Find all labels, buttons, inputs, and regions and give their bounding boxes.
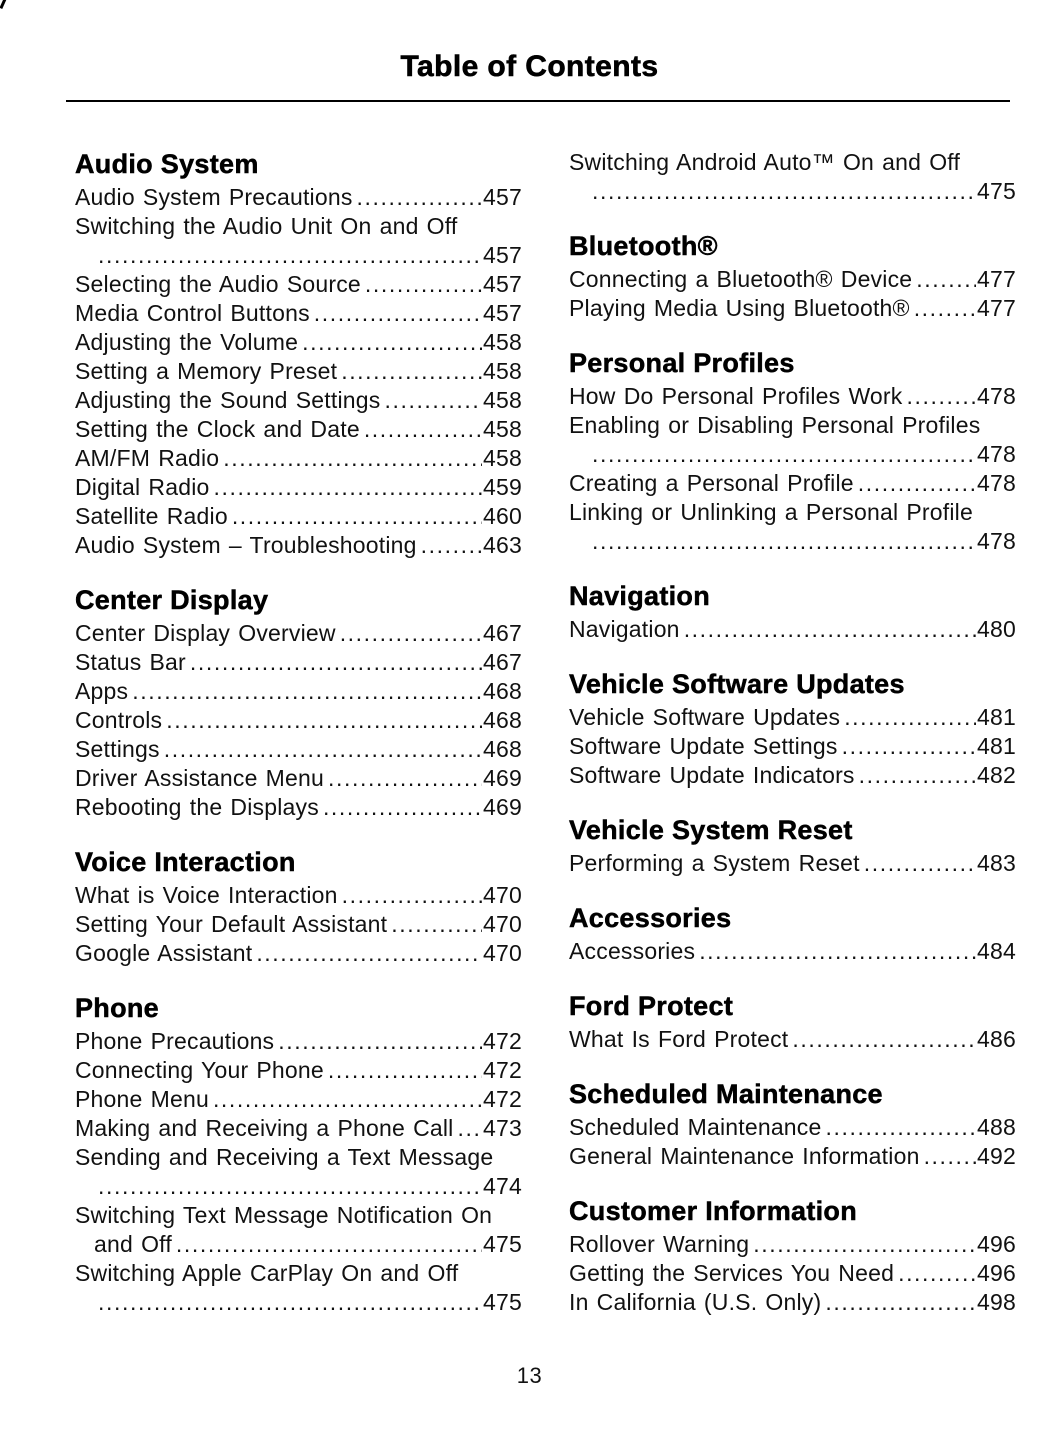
entry-page-number: 457: [483, 271, 522, 297]
entry-row: [75, 1085, 522, 1114]
entry-title: Switching Apple CarPlay On and Off: [75, 1260, 459, 1286]
toc-entry: [75, 881, 522, 910]
entry-row: [569, 615, 1016, 644]
leader-dots: [132, 677, 482, 706]
entry-row: [75, 386, 522, 415]
entry-title: Digital Radio: [75, 474, 210, 500]
entry-page-number: 463: [483, 532, 522, 558]
entry-page-number: 477: [977, 295, 1016, 321]
section-heading: Bluetooth®: [569, 231, 718, 261]
toc-entry: [569, 761, 1016, 790]
leader-dots: [98, 241, 482, 270]
entry-page-number: 468: [483, 707, 522, 733]
toc-entry: [569, 937, 1016, 966]
entry-row: [75, 473, 522, 502]
toc-entry: [569, 1230, 1016, 1259]
toc-entry: [75, 502, 522, 531]
entry-row: [569, 294, 1016, 323]
leader-dots: [907, 382, 977, 411]
entry-row: [75, 270, 522, 299]
entry-page-number: 475: [977, 178, 1016, 204]
entry-page-number: 474: [483, 1173, 522, 1199]
leader-dots: [864, 849, 976, 878]
toc-section: [569, 1195, 1016, 1317]
entry-page-number: 472: [483, 1086, 522, 1112]
toc-entry: [569, 1113, 1016, 1142]
section-heading: Personal Profiles: [569, 348, 795, 378]
entry-row: [75, 531, 522, 560]
section-heading: Accessories: [569, 903, 732, 933]
entry-row: [569, 1259, 1016, 1288]
entry-row: [75, 183, 522, 212]
leader-dots: [753, 1230, 976, 1259]
entry-row: [569, 382, 1016, 411]
toc-column-2: [569, 148, 1016, 1317]
section-heading: Ford Protect: [569, 991, 734, 1021]
toc-entry: [569, 849, 1016, 878]
toc-entry: [75, 1114, 522, 1143]
leader-dots: [341, 357, 482, 386]
entry-page-number: 469: [483, 765, 522, 791]
entry-row: [569, 1230, 1016, 1259]
section-heading: Voice Interaction: [75, 847, 296, 877]
entry-page-number: 475: [483, 1289, 522, 1315]
entry-continuation-row: [75, 241, 522, 270]
entry-row: [569, 849, 1016, 878]
leader-dots: [384, 386, 482, 415]
entry-row: [75, 881, 522, 910]
toc-entry: [75, 386, 522, 415]
toc-entry: [75, 444, 522, 473]
toc-entry: [75, 1085, 522, 1114]
leader-dots: [342, 881, 482, 910]
entry-row: [75, 677, 522, 706]
page-title: Table of Contents: [400, 50, 659, 83]
toc-entry: [75, 299, 522, 328]
toc-entry: [569, 411, 1016, 469]
entry-row: [569, 1288, 1016, 1317]
entry-title: Adjusting the Volume: [75, 329, 299, 355]
entry-title: In California (U.S. Only): [569, 1289, 822, 1315]
entry-page-number: 496: [977, 1260, 1016, 1286]
entry-row: [569, 732, 1016, 761]
entry-row: [75, 735, 522, 764]
entry-title: Center Display Overview: [75, 620, 336, 646]
toc-section: [75, 846, 522, 968]
entry-title: Audio System Precautions: [75, 184, 353, 210]
entry-page-number: 457: [483, 242, 522, 268]
entry-row: [75, 939, 522, 968]
leader-dots: [340, 619, 482, 648]
entry-page-number: 484: [977, 938, 1016, 964]
toc-column-1: [75, 148, 522, 1317]
section-heading: Phone: [75, 993, 160, 1023]
entry-title: AM/FM Radio: [75, 445, 220, 471]
leader-dots: [684, 615, 976, 644]
entry-title: Rebooting the Displays: [75, 794, 319, 820]
toc-section: [569, 990, 1016, 1054]
entry-row: [75, 502, 522, 531]
toc-section: [569, 347, 1016, 556]
entry-page-number: 458: [483, 387, 522, 413]
entry-title: Setting the Clock and Date: [75, 416, 360, 442]
toc-section: [569, 668, 1016, 790]
entry-row: [75, 1114, 522, 1143]
toc-entry: [569, 265, 1016, 294]
entry-title: Settings: [75, 736, 160, 762]
entry-page-number: 469: [483, 794, 522, 820]
entry-page-number: 459: [483, 474, 522, 500]
entry-continuation-row: [569, 177, 1016, 206]
entry-title: General Maintenance Information: [569, 1143, 920, 1169]
toc-entry: [569, 148, 1016, 206]
entry-title: Navigation: [569, 616, 680, 642]
entry-page-number: 470: [483, 940, 522, 966]
entry-title: Google Assistant: [75, 940, 253, 966]
entry-page-number: 467: [483, 649, 522, 675]
entry-page-number: 483: [977, 850, 1016, 876]
toc-entry: [569, 382, 1016, 411]
entry-page-number: 475: [483, 1231, 522, 1257]
toc-entry: [75, 619, 522, 648]
entry-continuation-row: [75, 1172, 522, 1201]
entry-title: Phone Menu: [75, 1086, 209, 1112]
entry-row: [569, 761, 1016, 790]
entry-page-number: 481: [977, 733, 1016, 759]
entry-title: Enabling or Disabling Personal Profiles: [569, 412, 981, 438]
entry-title-continued: and Off: [94, 1231, 172, 1257]
leader-dots: [98, 1288, 482, 1317]
toc-section: [569, 902, 1016, 966]
entry-row: [75, 706, 522, 735]
entry-page-number: 472: [483, 1057, 522, 1083]
entry-title: Switching Android Auto™ On and Off: [569, 149, 961, 175]
leader-dots: [314, 299, 482, 328]
entry-row: [75, 619, 522, 648]
entry-page-number: 457: [483, 184, 522, 210]
leader-dots: [232, 502, 482, 531]
leader-dots: [364, 415, 482, 444]
leader-dots: [190, 648, 482, 677]
leader-dots: [592, 177, 976, 206]
leader-dots: [166, 706, 482, 735]
leader-dots: [924, 1142, 976, 1171]
entry-continuation-row: [75, 1288, 522, 1317]
entry-page-number: 492: [977, 1143, 1016, 1169]
leader-dots: [421, 531, 482, 560]
page-number: 13: [516, 1363, 543, 1388]
entry-page-number: 478: [977, 470, 1016, 496]
entry-continuation-row: [569, 440, 1016, 469]
entry-page-number: 467: [483, 620, 522, 646]
entry-page-number: 482: [977, 762, 1016, 788]
toc-section: [569, 1078, 1016, 1171]
toc-entry: [569, 1025, 1016, 1054]
leader-dots: [792, 1025, 976, 1054]
section-heading: Navigation: [569, 581, 711, 611]
entry-page-number: 470: [483, 882, 522, 908]
entry-title: Software Update Settings: [569, 733, 838, 759]
toc-entry: [569, 615, 1016, 644]
leader-dots: [98, 1172, 482, 1201]
toc-entry: [569, 498, 1016, 556]
entry-title: Accessories: [569, 938, 696, 964]
toc-entry: [75, 1027, 522, 1056]
leader-dots: [302, 328, 482, 357]
entry-row: [75, 648, 522, 677]
entry-title: Setting Your Default Assistant: [75, 911, 388, 937]
toc-entry: [75, 473, 522, 502]
toc-entry: [75, 648, 522, 677]
leader-dots: [858, 469, 976, 498]
leader-dots: [278, 1027, 482, 1056]
leader-dots: [898, 1259, 976, 1288]
leader-dots: [825, 1288, 976, 1317]
entry-title: Performing a System Reset: [569, 850, 860, 876]
toc-section: [569, 580, 1016, 644]
entry-page-number: 472: [483, 1028, 522, 1054]
entry-title: Creating a Personal Profile: [569, 470, 854, 496]
entry-row: [569, 469, 1016, 498]
leader-dots: [391, 910, 482, 939]
section-heading: Vehicle System Reset: [569, 815, 853, 845]
toc-entry: [75, 735, 522, 764]
section-heading: Audio System: [75, 149, 259, 179]
entry-row: [75, 793, 522, 822]
entry-title: Linking or Unlinking a Personal Profile: [569, 499, 973, 525]
entry-row: [569, 703, 1016, 732]
entry-title: Selecting the Audio Source: [75, 271, 361, 297]
entry-title: Controls: [75, 707, 163, 733]
entry-page-number: 498: [977, 1289, 1016, 1315]
entry-title: What Is Ford Protect: [569, 1026, 789, 1052]
toc-entry: [569, 469, 1016, 498]
toc-section: [75, 148, 522, 560]
entry-title: Connecting Your Phone: [75, 1057, 324, 1083]
entry-row: [75, 328, 522, 357]
entry-page-number: 460: [483, 503, 522, 529]
entry-title: What is Voice Interaction: [75, 882, 338, 908]
leader-dots: [592, 440, 976, 469]
entry-page-number: 468: [483, 736, 522, 762]
entry-title: Sending and Receiving a Text Message: [75, 1144, 494, 1170]
entry-title: Media Control Buttons: [75, 300, 310, 326]
entry-page-number: 478: [977, 441, 1016, 467]
toc-entry: [75, 357, 522, 386]
toc-section: [569, 230, 1016, 323]
entry-title: Switching Text Message Notification On: [75, 1202, 493, 1228]
leader-dots: [256, 939, 482, 968]
toc-section: [75, 584, 522, 822]
leader-dots: [592, 527, 976, 556]
leader-dots: [457, 1114, 482, 1143]
toc-section: [569, 148, 1016, 206]
toc-entry: [569, 1259, 1016, 1288]
entry-row: [569, 265, 1016, 294]
entry-page-number: 477: [977, 266, 1016, 292]
toc-entry: [569, 1288, 1016, 1317]
entry-title: Switching the Audio Unit On and Off: [75, 213, 458, 239]
entry-page-number: 480: [977, 616, 1016, 642]
toc-columns: [0, 102, 1059, 1317]
leader-dots: [164, 735, 482, 764]
entry-title: Satellite Radio: [75, 503, 228, 529]
leader-dots: [328, 764, 482, 793]
toc-entry: [75, 706, 522, 735]
section-heading: Center Display: [75, 585, 269, 615]
entry-row: [75, 299, 522, 328]
leader-dots: [365, 270, 482, 299]
entry-continuation-row: [75, 1230, 522, 1259]
entry-page-number: 478: [977, 383, 1016, 409]
leader-dots: [323, 793, 482, 822]
entry-title: Software Update Indicators: [569, 762, 855, 788]
entry-row: [569, 937, 1016, 966]
entry-continuation-row: [569, 527, 1016, 556]
toc-entry: [75, 328, 522, 357]
entry-page-number: 496: [977, 1231, 1016, 1257]
leader-dots: [223, 444, 482, 473]
entry-page-number: 473: [483, 1115, 522, 1141]
entry-row: [75, 764, 522, 793]
leader-dots: [213, 1085, 482, 1114]
entry-title: Status Bar: [75, 649, 186, 675]
entry-title: Phone Precautions: [75, 1028, 275, 1054]
leader-dots: [842, 732, 976, 761]
leader-dots: [826, 1113, 977, 1142]
toc-entry: [569, 703, 1016, 732]
entry-row: [75, 415, 522, 444]
toc-entry: [75, 764, 522, 793]
toc-entry: [75, 212, 522, 270]
entry-page-number: 458: [483, 416, 522, 442]
toc-entry: [569, 1142, 1016, 1171]
entry-title: Apps: [75, 678, 129, 704]
toc-entry: [75, 270, 522, 299]
entry-title: Audio System – Troubleshooting: [75, 532, 417, 558]
entry-row: [569, 1025, 1016, 1054]
entry-title: Connecting a Bluetooth® Device: [569, 266, 913, 292]
entry-page-number: 481: [977, 704, 1016, 730]
toc-entry: [75, 793, 522, 822]
toc-entry: [569, 294, 1016, 323]
entry-page-number: 468: [483, 678, 522, 704]
entry-row: [75, 444, 522, 473]
toc-entry: [75, 1056, 522, 1085]
entry-page-number: 458: [483, 358, 522, 384]
entry-title: Setting a Memory Preset: [75, 358, 338, 384]
entry-title: Vehicle Software Updates: [569, 704, 841, 730]
toc-entry: [75, 677, 522, 706]
toc-entry: [75, 910, 522, 939]
entry-title: Scheduled Maintenance: [569, 1114, 822, 1140]
entry-row: [569, 1113, 1016, 1142]
leader-dots: [176, 1230, 482, 1259]
toc-entry: [75, 183, 522, 212]
entry-page-number: 486: [977, 1026, 1016, 1052]
toc-entry: [75, 939, 522, 968]
entry-title: Adjusting the Sound Settings: [75, 387, 381, 413]
entry-title: Driver Assistance Menu: [75, 765, 324, 791]
entry-title: Playing Media Using Bluetooth®: [569, 295, 910, 321]
entry-title: Making and Receiving a Phone Call: [75, 1115, 454, 1141]
entry-row: [75, 1056, 522, 1085]
leader-dots: [699, 937, 976, 966]
entry-page-number: 488: [977, 1114, 1016, 1140]
entry-row: [75, 1027, 522, 1056]
leader-dots: [214, 473, 483, 502]
leader-dots: [914, 294, 976, 323]
entry-page-number: 458: [483, 445, 522, 471]
entry-row: [75, 357, 522, 386]
leader-dots: [916, 265, 976, 294]
toc-section: [569, 814, 1016, 878]
toc-entry: [75, 531, 522, 560]
leader-dots: [859, 761, 976, 790]
entry-title: Getting the Services You Need: [569, 1260, 895, 1286]
toc-entry: [75, 1201, 522, 1259]
section-heading: Vehicle Software Updates: [569, 669, 905, 699]
leader-dots: [357, 183, 482, 212]
entry-page-number: 478: [977, 528, 1016, 554]
entry-row: [569, 1142, 1016, 1171]
entry-page-number: 470: [483, 911, 522, 937]
entry-title: How Do Personal Profiles Work: [569, 383, 903, 409]
toc-entry: [75, 415, 522, 444]
section-heading: Customer Information: [569, 1196, 858, 1226]
toc-entry: [569, 732, 1016, 761]
toc-entry: [75, 1143, 522, 1201]
entry-page-number: 457: [483, 300, 522, 326]
leader-dots: [328, 1056, 482, 1085]
toc-entry: [75, 1259, 522, 1317]
entry-row: [75, 910, 522, 939]
section-heading: Scheduled Maintenance: [569, 1079, 883, 1109]
entry-title: Rollover Warning: [569, 1231, 750, 1257]
entry-page-number: 458: [483, 329, 522, 355]
leader-dots: [844, 703, 976, 732]
toc-section: [75, 992, 522, 1317]
